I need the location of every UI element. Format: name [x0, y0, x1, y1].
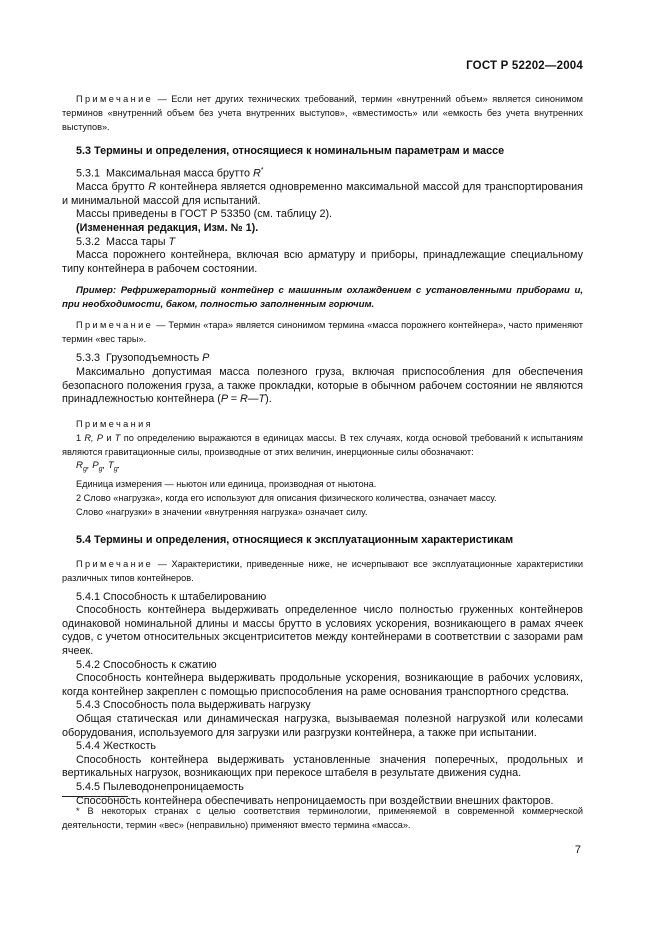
section-5-3-heading: 5.3 Термины и определения, относящиеся к номинальным параметрам и массе: [76, 145, 505, 157]
document-code: ГОСТ Р 52202—2004: [466, 60, 583, 72]
term-5-4-4-title: 5.4.4 Жесткость: [76, 740, 157, 753]
notes-item-3: Слово «нагрузки» в значении «внутренняя нагрузка» означает силу.: [76, 506, 368, 517]
example-refrigerated: Пример: Рефрижераторный контейнер с машинным охлаждением с установленными приборами и, при необходимости, баком, полностью заполненным горючим.: [62, 285, 583, 311]
term-5-3-2-title: 5.3.2 Масса тары T: [76, 235, 176, 248]
note-internal-volume: [62, 92, 583, 134]
note-tare: Примечание — Термин «тара» является синонимом термина «масса порожнего контейнера», часто применяют термин «вес тары».: [62, 320, 583, 345]
notes-gravity-symbols: $R_g$, $P_g$, $T_g$.: [76, 459, 121, 473]
note-label: Примечание: [76, 94, 154, 104]
footnote: * В некоторых странах с целью соответствия терминологии, применяемой в современной коммерческой деятельности, термин «вес» (неправильно) применяют вместо термина «масса».: [62, 806, 583, 830]
term-5-4-5-title: 5.4.5 Пылеводонепроницаемость: [76, 780, 244, 793]
note-characteristics: Примечание — Характеристики, приведенные ниже, не исчерпывают все эксплуатационные характеристики различных типов контейнеров.: [62, 558, 583, 583]
term-5-3-2-definition: Масса порожнего контейнера, включая всю арматуру и приборы, принадлежащие специальному типу контейнера в рабочем состоянии.: [62, 249, 583, 275]
amendment-note: (Измененная редакция, Изм. № 1).: [76, 221, 259, 234]
term-5-4-4-definition: Способность контейнера выдерживать установленные значения поперечных, продольных и вертикальных нагрузок, возникающих при перекосе штабеля в результате движения судна.: [62, 753, 583, 780]
term-5-3-3-definition: Максимально допустимая масса полезного груза, включая приспособления для обеспечения безопасного положения груза, а также прокладки, которые в обычном рабочем состоянии не являются принадлежностью контейнера (P = R—T).: [62, 365, 583, 406]
section-5-4-heading: 5.4 Термины и определения, относящиеся к эксплуатационным характеристикам: [76, 533, 514, 546]
notes-item-2: 2 Слово «нагрузка», когда его используют для описания физического количества, означает массу.: [76, 492, 497, 503]
term-5-3-1-masses: Массы приведены в ГОСТ Р 53350 (см. таблицу 2).: [76, 208, 333, 221]
term-5-4-5-definition: Способность контейнера обеспечивать непроницаемость при воздействии внешних факторов.: [76, 794, 554, 807]
term-5-4-1-definition: Способность контейнера выдерживать определенное число полностью груженных контейнеров одинаковой номинальной длины и массы брутто в условиях ускорения, возникающего в рамах ячеек судов, с учетом относительных эксцентриситетов между контейнерами в соответствии с зазорами рам ячеек.: [62, 604, 583, 657]
term-5-4-3-definition: Общая статическая или динамическая нагрузка, вызываемая полезной нагрузкой или колесами оборудования, используемого для загрузки или разгрузки контейнера, а также при испытании.: [62, 712, 583, 739]
term-5-4-1-title: 5.4.1 Способность к штабелированию: [76, 590, 267, 603]
term-5-3-1-title: 5.3.1 Максимальная масса брутто R*: [76, 167, 264, 180]
notes-label: Примечания: [76, 418, 154, 429]
term-5-4-2-definition: Способность контейнера выдерживать продольные ускорения, возникающие в рабочих условиях, когда контейнер закреплен с помощью приспособления на раме основания транспортного средства.: [62, 672, 583, 698]
notes-item-1: 1 R, P и T по определению выражаются в единицах массы. В тех случаях, когда основой требований к испытаниям являются гравитационные силы, производные от этих величин, инерционные силы обозначают:: [62, 432, 583, 457]
term-5-3-3-title: 5.3.3 Грузоподъемность P: [76, 352, 210, 365]
footnote-divider: [62, 796, 128, 797]
term-5-4-3-title: 5.4.3 Способность пола выдерживать нагрузку: [76, 699, 311, 712]
term-5-3-1-definition: Масса брутто R контейнера является одновременно максимальной массой для транспортирования и минимальной массой для испытаний.: [62, 181, 583, 207]
page-content: [62, 92, 583, 808]
note-text: — Если нет других технических требований, термин «внутренний объем» является синонимом терминов «внутренний объем без учета внутренних выступов», «вместимость» или «емкость без учета внутренних выступов».: [62, 94, 583, 132]
notes-unit: Единица измерения — ньютон или единица, производная от ньютона.: [76, 478, 377, 489]
term-5-4-2-title: 5.4.2 Способность к сжатию: [76, 658, 217, 671]
page-number: 7: [574, 844, 581, 856]
